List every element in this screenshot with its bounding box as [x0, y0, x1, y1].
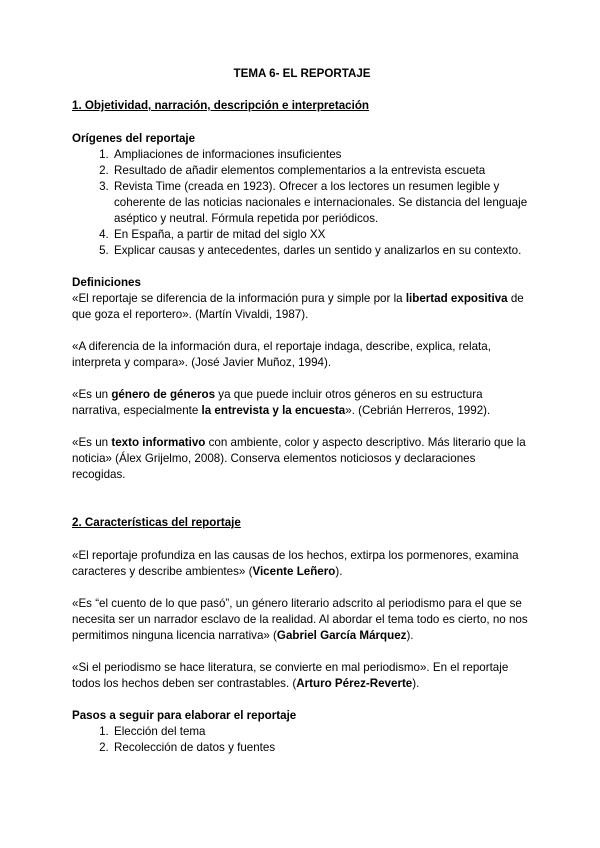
spacer — [72, 419, 532, 435]
origins-heading: Orígenes del reportaje — [72, 132, 196, 145]
list-item: 3. Revista Time (creada en 1923). Ofrecer a los lectores un resumen legible y coherente de las noticias nacionales e internacionales. Se distancia del lenguaje aséptico y neutral. Fórmula repetida por periódicos. — [112, 179, 532, 227]
text-span: ». (Cebrián Herreros, 1992). — [345, 404, 491, 417]
origins-list — [72, 147, 532, 259]
list-item: 1. Ampliaciones de informaciones insuficientes — [112, 147, 532, 163]
document-page — [72, 66, 532, 756]
definition-grijelmo — [72, 435, 532, 483]
spacer — [72, 692, 532, 708]
text-span: ). — [412, 677, 420, 690]
list-item: 5. Explicar causas y antecedentes, darles un sentido y analizarlos en su contexto. — [112, 243, 532, 259]
section-1-heading: 1. Objetividad, narración, descripción e interpretación — [72, 99, 370, 112]
list-item: 2. Resultado de añadir elementos complementarios a la entrevista escueta — [112, 163, 532, 179]
bold-text: texto informativo — [111, 436, 206, 449]
steps-list — [72, 724, 532, 756]
spacer — [72, 580, 532, 596]
list-item: 1. Elección del tema — [112, 724, 532, 740]
definition-cebrian — [72, 387, 532, 419]
text-span: «Es “el cuento de lo que pasó”, un género literario adscrito al periodismo para el que se necesita ser un narrador esclavo de la realidad. Al abordar el tema todo es cierto, no nos permitimos ninguna licencia narrativa» ( — [72, 597, 528, 642]
bold-text: libertad expositiva — [405, 292, 508, 305]
quote-garcia-marquez — [72, 596, 532, 644]
text-span: ). — [335, 565, 343, 578]
spacer — [72, 644, 532, 660]
document-title: TEMA 6- EL REPORTAJE — [233, 67, 371, 80]
spacer — [72, 371, 532, 387]
bold-text: Gabriel García Márquez — [276, 629, 407, 642]
list-item: 2. Recolección de datos y fuentes — [112, 740, 532, 756]
spacer — [72, 483, 532, 515]
text-span: «Es un — [72, 436, 112, 449]
bold-text: Arturo Pérez-Reverte — [296, 677, 413, 690]
text-span: «El reportaje se diferencia de la información pura y simple por la — [72, 292, 406, 305]
quote-lenero — [72, 548, 532, 580]
definitions-heading: Definiciones — [72, 276, 141, 289]
section-2-heading: 2. Características del reportaje — [72, 516, 241, 529]
text-span: ). — [406, 629, 414, 642]
steps-heading: Pasos a seguir para elaborar el reportaje — [72, 709, 297, 722]
bold-text: la entrevista y la encuesta — [201, 404, 346, 417]
text-span: con ambiente, color y aspecto descriptivo. Más literario que la noticia» (Álex Grijelmo, 2008). Conserva elementos noticiosos y declaraciones recogidas. — [72, 436, 526, 481]
text-span: «Es un — [72, 388, 112, 401]
text-span: «El reportaje profundiza en las causas de los hechos, extirpa los pormenores, examina caracteres y describe ambientes» ( — [72, 549, 519, 578]
spacer — [72, 259, 532, 275]
quote-perez-reverte — [72, 660, 532, 692]
text-span: ya que puede incluir otros géneros en su estructura narrativa, especialmente — [72, 388, 483, 417]
bold-text: género de géneros — [111, 388, 216, 401]
spacer — [72, 323, 532, 339]
list-item: 4. En España, a partir de mitad del siglo XX — [112, 227, 532, 243]
text-span: de que goza el reportero». (Martín Vivaldi, 1987). — [72, 292, 524, 321]
bold-text: Vicente Leñero — [252, 565, 336, 578]
definition-munoz: «A diferencia de la información dura, el reportaje indaga, describe, explica, relata, interpreta y compara». (José Javier Muñoz, 1994). — [72, 340, 491, 369]
definition-vivaldi — [72, 291, 532, 323]
text-span: «Si el periodismo se hace literatura, se convierte en mal periodismo». En el reportaje todos los hechos deben ser contrastables. ( — [72, 661, 509, 690]
